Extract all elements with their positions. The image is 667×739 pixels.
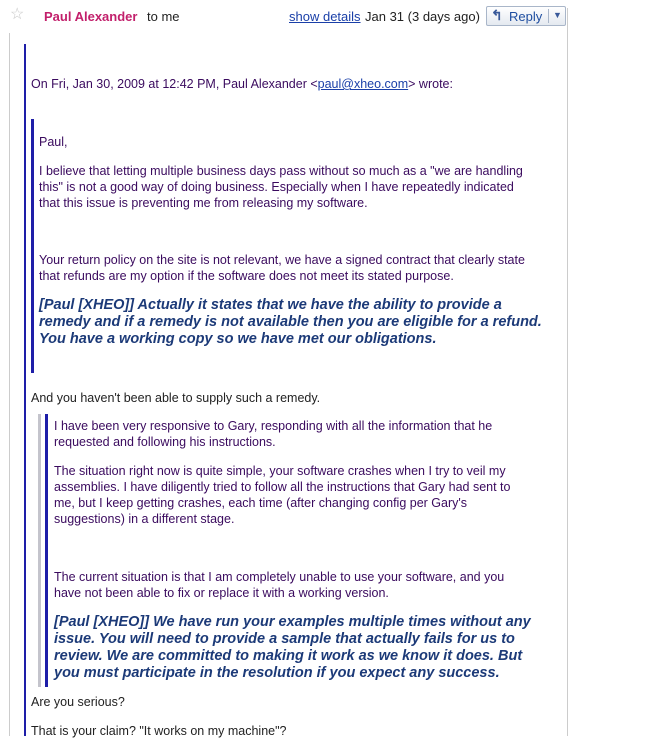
quote1-response-line2: remedy and if a remedy is not available then you are eligible for a refund. [39,314,542,330]
quote-bar-level3 [45,414,48,687]
recipient-label: to me [147,9,180,24]
quote1-p2-line1: Your return policy on the site is not relevant, we have a signed contract that clearly state [39,253,525,267]
frame-left-border [9,33,10,736]
frame-right-border [567,8,568,736]
quote2-response-line1: [Paul [XHEO]] We have run your examples multiple times without any [54,614,531,630]
quote2-response-line3: review. We are committed to making it work as we know it does. But [54,648,523,664]
sender-name[interactable]: Paul Alexander [44,9,138,24]
message-header [0,0,567,33]
quote-bar-outer [24,44,26,736]
reply-button[interactable] [487,7,548,25]
reply-remedy: And you haven't been able to supply such a remedy. [31,391,321,405]
reply-arrow-icon: ↰ [491,7,503,23]
attribution-suffix: > wrote: [408,77,453,91]
quote-bar-level2 [31,119,34,373]
reply-serious: Are you serious? [31,695,125,709]
reply-dropdown-button[interactable] [549,7,565,25]
reply-button-group [486,6,566,26]
sender-email-link[interactable]: paul@xheo.com [317,77,409,91]
message-date: Jan 31 (3 days ago) [365,9,480,24]
reply-claim: That is your claim? "It works on my machine"? [31,724,287,738]
quote1-greeting: Paul, [39,135,68,149]
quote-bar-level2-gray [38,414,41,687]
quote-attribution [31,76,453,92]
quote2-p2-line1: The situation right now is quite simple, your software crashes when I try to veil my [54,464,506,478]
quote1-response-line1: [Paul [XHEO]] Actually it states that we have the ability to provide a [39,297,502,313]
quote2-p3-line1: The current situation is that I am completely unable to use your software, and you [54,570,505,584]
show-details-link[interactable]: show details [289,9,361,24]
reply-label: Reply [509,9,543,24]
quote1-p1-line3: that this issue is preventing me from releasing my software. [39,196,368,210]
quote1-response-line3: You have a working copy so we have met our obligations. [39,331,437,347]
quote1-p1-line1: I believe that letting multiple business days pass without so much as a "we are handling [39,164,523,178]
quote1-p1-line2: this" is not a good way of doing business. Especially when I have repeatedly indicated [39,180,514,194]
quote2-p1-line2: requested and following his instructions. [54,435,276,449]
chevron-down-icon: ▼ [553,10,562,20]
quote2-p3-line2: have not been able to fix or replace it with a working version. [54,586,389,600]
quote1-p2-line2: that refunds are my option if the software does not meet its stated purpose. [39,269,454,283]
quote2-response-line4: you must participate in the resolution if you expect any success. [54,665,500,681]
quote2-response-line2: issue. You will need to provide a sample that actually fails for us to [54,631,515,647]
quote2-p2-line4: suggestions) in a different stage. [54,512,235,526]
quote2-p2-line3: me, but I keep getting crashes, each time (after changing config per Gary's [54,496,468,510]
attribution-prefix: On Fri, Jan 30, 2009 at 12:42 PM, Paul Alexander < [31,77,318,91]
quote2-p2-line2: assemblies. I have diligently tried to follow all the instructions that Gary had sent to [54,480,511,494]
quote2-p1-line1: I have been very responsive to Gary, responding with all the information that he [54,419,493,433]
star-icon[interactable]: ☆ [10,6,25,23]
